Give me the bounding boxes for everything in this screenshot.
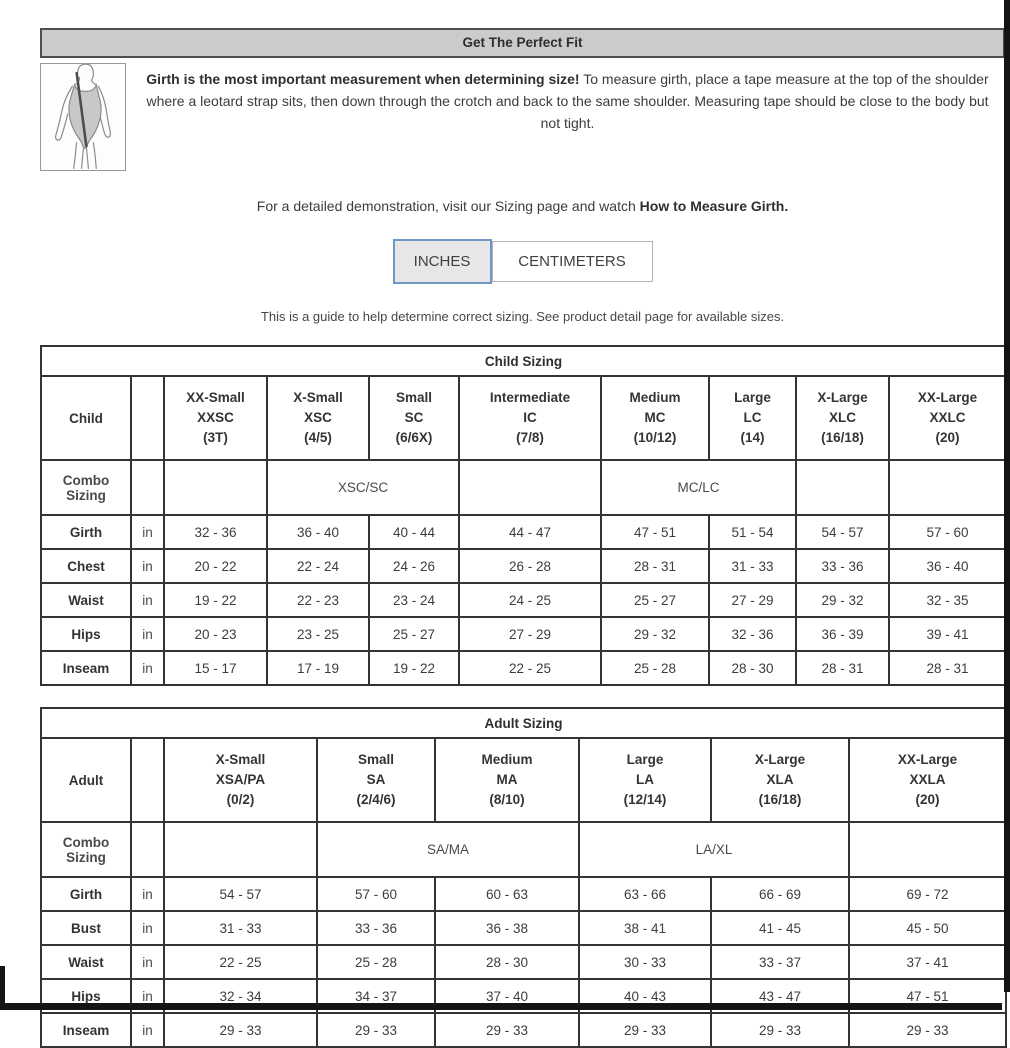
value-cell: 29 - 33 — [164, 1013, 317, 1047]
table-row — [41, 583, 1006, 617]
size-header-name: Small — [395, 390, 433, 405]
value-cell: 19 - 22 — [369, 651, 459, 685]
size-header-name: Small — [357, 752, 395, 767]
value-cell: 45 - 50 — [849, 911, 1006, 945]
value-cell: 20 - 22 — [164, 549, 267, 583]
size-header-range: (3T) — [203, 430, 228, 445]
corner-label: Adult — [41, 738, 131, 822]
row-label: Hips — [41, 617, 131, 651]
combo-sizing-label: Combo Sizing — [41, 460, 131, 515]
window-edge-right — [1004, 0, 1010, 992]
value-cell: 26 - 28 — [459, 549, 601, 583]
size-header-range: (16/18) — [758, 792, 802, 807]
child-sizing-table — [40, 345, 1007, 686]
size-header-name: X-Large — [817, 390, 868, 405]
value-cell: 24 - 26 — [369, 549, 459, 583]
value-cell: 57 - 60 — [889, 515, 1006, 549]
value-cell: 69 - 72 — [849, 877, 1006, 911]
value-cell: 54 - 57 — [164, 877, 317, 911]
value-cell: 23 - 25 — [267, 617, 369, 651]
size-header-name: XX-Small — [186, 390, 245, 405]
size-header-name: XX-Large — [917, 390, 978, 405]
size-header-range: (8/10) — [489, 792, 525, 807]
combo-sizing-label: Combo Sizing — [41, 822, 131, 877]
row-label: Inseam — [41, 1013, 131, 1047]
size-column-header — [164, 376, 267, 460]
size-header-name: X-Small — [293, 390, 343, 405]
row-label: Waist — [41, 583, 131, 617]
value-cell: 25 - 28 — [317, 945, 435, 979]
size-header-code: MA — [496, 772, 518, 787]
value-cell: 27 - 29 — [459, 617, 601, 651]
table-row — [41, 911, 1006, 945]
size-header-range: (7/8) — [516, 430, 544, 445]
row-label: Waist — [41, 945, 131, 979]
size-header-range: (6/6X) — [395, 430, 433, 445]
unit-toggle — [40, 239, 1005, 284]
value-cell: 54 - 57 — [796, 515, 889, 549]
size-column-header — [579, 738, 711, 822]
table-row — [41, 515, 1006, 549]
unit-column-header — [131, 738, 164, 822]
row-label: Inseam — [41, 651, 131, 685]
centimeters-button[interactable]: CENTIMETERS — [492, 241, 653, 282]
demo-line — [40, 198, 1005, 214]
size-column-header — [164, 738, 317, 822]
unit-cell: in — [131, 979, 164, 1013]
value-cell: 47 - 51 — [849, 979, 1006, 1013]
size-header-code: LC — [743, 410, 762, 425]
value-cell: 32 - 34 — [164, 979, 317, 1013]
size-header-code: XLC — [829, 410, 856, 425]
value-cell: 29 - 33 — [317, 1013, 435, 1047]
size-header-name: Large — [626, 752, 664, 767]
combo-cell: SA/MA — [317, 822, 579, 877]
value-cell: 29 - 32 — [796, 583, 889, 617]
size-header-range: (20) — [935, 430, 960, 445]
size-header-code: XXLA — [909, 772, 946, 787]
demo-prefix-text: For a detailed demonstration, visit our Sizing page and watch — [256, 198, 640, 214]
adult-sizing-table — [40, 707, 1007, 1048]
value-cell: 31 - 33 — [709, 549, 796, 583]
value-cell: 22 - 24 — [267, 549, 369, 583]
size-header-code: XXSC — [197, 410, 234, 425]
value-cell: 25 - 27 — [601, 583, 709, 617]
value-cell: 34 - 37 — [317, 979, 435, 1013]
size-column-header — [435, 738, 579, 822]
size-header-range: (2/4/6) — [356, 792, 396, 807]
value-cell: 47 - 51 — [601, 515, 709, 549]
size-column-header — [889, 376, 1006, 460]
value-cell: 24 - 25 — [459, 583, 601, 617]
value-cell: 28 - 31 — [889, 651, 1006, 685]
value-cell: 43 - 47 — [711, 979, 849, 1013]
value-cell: 41 - 45 — [711, 911, 849, 945]
girth-measurement-image — [40, 63, 126, 171]
value-cell: 63 - 66 — [579, 877, 711, 911]
inches-button[interactable]: INCHES — [393, 239, 492, 284]
value-cell: 23 - 24 — [369, 583, 459, 617]
row-label: Girth — [41, 515, 131, 549]
size-header-name: X-Large — [754, 752, 806, 767]
size-header-code: IC — [523, 410, 537, 425]
value-cell: 20 - 23 — [164, 617, 267, 651]
combo-cell — [459, 460, 601, 515]
size-column-header — [709, 376, 796, 460]
unit-column-header — [131, 376, 164, 460]
value-cell: 22 - 23 — [267, 583, 369, 617]
value-cell: 30 - 33 — [579, 945, 711, 979]
size-header-range: (4/5) — [304, 430, 332, 445]
value-cell: 33 - 36 — [796, 549, 889, 583]
size-header-code: SA — [366, 772, 386, 787]
size-column-header — [601, 376, 709, 460]
row-label: Girth — [41, 877, 131, 911]
corner-label: Child — [41, 376, 131, 460]
value-cell: 44 - 47 — [459, 515, 601, 549]
intro-bold-lead: Girth is the most important measurement when determining size! — [146, 71, 580, 87]
size-header-code: XLA — [766, 772, 794, 787]
value-cell: 32 - 36 — [164, 515, 267, 549]
combo-unit-cell — [131, 822, 164, 877]
value-cell: 29 - 33 — [579, 1013, 711, 1047]
intro-body-text: To measure girth, place a tape measure at the top of the shoulder where a leotard strap sits, then down through the crotch and back to the same shoulder. Measuring tape should be close to the body but not tight. — [146, 71, 989, 131]
size-header-name: Medium — [629, 390, 681, 405]
size-header-range: (20) — [915, 792, 940, 807]
value-cell: 36 - 39 — [796, 617, 889, 651]
value-cell: 22 - 25 — [459, 651, 601, 685]
size-header-range: (14) — [740, 430, 765, 445]
size-header-name: Large — [734, 390, 771, 405]
value-cell: 28 - 30 — [709, 651, 796, 685]
size-column-header — [267, 376, 369, 460]
table-row — [41, 1013, 1006, 1047]
window-edge-left — [0, 966, 5, 1010]
unit-cell: in — [131, 549, 164, 583]
size-column-header — [711, 738, 849, 822]
size-header-name: XX-Large — [897, 752, 958, 767]
size-header-code: MC — [644, 410, 666, 425]
size-header-code: SC — [404, 410, 424, 425]
value-cell: 40 - 43 — [579, 979, 711, 1013]
unit-cell: in — [131, 515, 164, 549]
size-column-header — [459, 376, 601, 460]
value-cell: 60 - 63 — [435, 877, 579, 911]
leotard-girth-icon — [41, 64, 125, 170]
size-header-code: XSA/PA — [215, 772, 266, 787]
value-cell: 33 - 36 — [317, 911, 435, 945]
demo-bold-text: How to Measure Girth. — [639, 198, 789, 214]
value-cell: 15 - 17 — [164, 651, 267, 685]
row-label: Chest — [41, 549, 131, 583]
table-row — [41, 945, 1006, 979]
unit-cell: in — [131, 877, 164, 911]
unit-cell: in — [131, 651, 164, 685]
size-header-name: Intermediate — [489, 390, 571, 405]
value-cell: 37 - 40 — [435, 979, 579, 1013]
combo-cell — [164, 460, 267, 515]
combo-unit-cell — [131, 460, 164, 515]
value-cell: 32 - 36 — [709, 617, 796, 651]
combo-cell — [796, 460, 889, 515]
value-cell: 66 - 69 — [711, 877, 849, 911]
size-header-code: XSC — [304, 410, 332, 425]
unit-cell: in — [131, 617, 164, 651]
unit-cell: in — [131, 1013, 164, 1047]
value-cell: 22 - 25 — [164, 945, 317, 979]
value-cell: 28 - 30 — [435, 945, 579, 979]
value-cell: 32 - 35 — [889, 583, 1006, 617]
unit-cell: in — [131, 583, 164, 617]
size-header-range: (10/12) — [633, 430, 677, 445]
value-cell: 29 - 32 — [601, 617, 709, 651]
size-header-code: XXLC — [929, 410, 966, 425]
value-cell: 29 - 33 — [435, 1013, 579, 1047]
value-cell: 25 - 28 — [601, 651, 709, 685]
size-header-name: Medium — [481, 752, 533, 767]
row-label: Bust — [41, 911, 131, 945]
value-cell: 29 - 33 — [849, 1013, 1006, 1047]
value-cell: 36 - 40 — [889, 549, 1006, 583]
size-header-name: X-Small — [215, 752, 266, 767]
value-cell: 51 - 54 — [709, 515, 796, 549]
size-column-header — [369, 376, 459, 460]
value-cell: 17 - 19 — [267, 651, 369, 685]
sizing-guide-note: This is a guide to help determine correct sizing. See product detail page for available sizes. — [260, 309, 785, 324]
value-cell: 29 - 33 — [711, 1013, 849, 1047]
value-cell: 19 - 22 — [164, 583, 267, 617]
page-title-bar: Get The Perfect Fit — [40, 28, 1005, 58]
value-cell: 28 - 31 — [796, 651, 889, 685]
size-column-header — [796, 376, 889, 460]
value-cell: 31 - 33 — [164, 911, 317, 945]
value-cell: 36 - 40 — [267, 515, 369, 549]
value-cell: 40 - 44 — [369, 515, 459, 549]
table-row — [41, 549, 1006, 583]
intro-section — [40, 63, 1005, 171]
size-header-range: (0/2) — [226, 792, 255, 807]
value-cell: 25 - 27 — [369, 617, 459, 651]
table-title: Adult Sizing — [41, 708, 1006, 738]
row-label: Hips — [41, 979, 131, 1013]
size-column-header — [849, 738, 1006, 822]
size-header-range: (12/14) — [623, 792, 667, 807]
size-column-header — [317, 738, 435, 822]
value-cell: 33 - 37 — [711, 945, 849, 979]
unit-cell: in — [131, 911, 164, 945]
unit-cell: in — [131, 945, 164, 979]
value-cell: 27 - 29 — [709, 583, 796, 617]
intro-paragraph — [126, 63, 1005, 171]
table-row — [41, 617, 1006, 651]
value-cell: 57 - 60 — [317, 877, 435, 911]
value-cell: 37 - 41 — [849, 945, 1006, 979]
combo-cell — [164, 822, 317, 877]
table-title: Child Sizing — [41, 346, 1006, 376]
combo-cell: MC/LC — [601, 460, 796, 515]
window-edge-bottom — [0, 1003, 1002, 1010]
value-cell: 28 - 31 — [601, 549, 709, 583]
combo-cell: XSC/SC — [267, 460, 459, 515]
value-cell: 36 - 38 — [435, 911, 579, 945]
size-header-code: LA — [636, 772, 654, 787]
size-header-range: (16/18) — [821, 430, 864, 445]
combo-cell — [889, 460, 1006, 515]
combo-cell — [849, 822, 1006, 877]
value-cell: 38 - 41 — [579, 911, 711, 945]
combo-cell: LA/XL — [579, 822, 849, 877]
value-cell: 39 - 41 — [889, 617, 1006, 651]
table-row — [41, 651, 1006, 685]
table-row — [41, 877, 1006, 911]
